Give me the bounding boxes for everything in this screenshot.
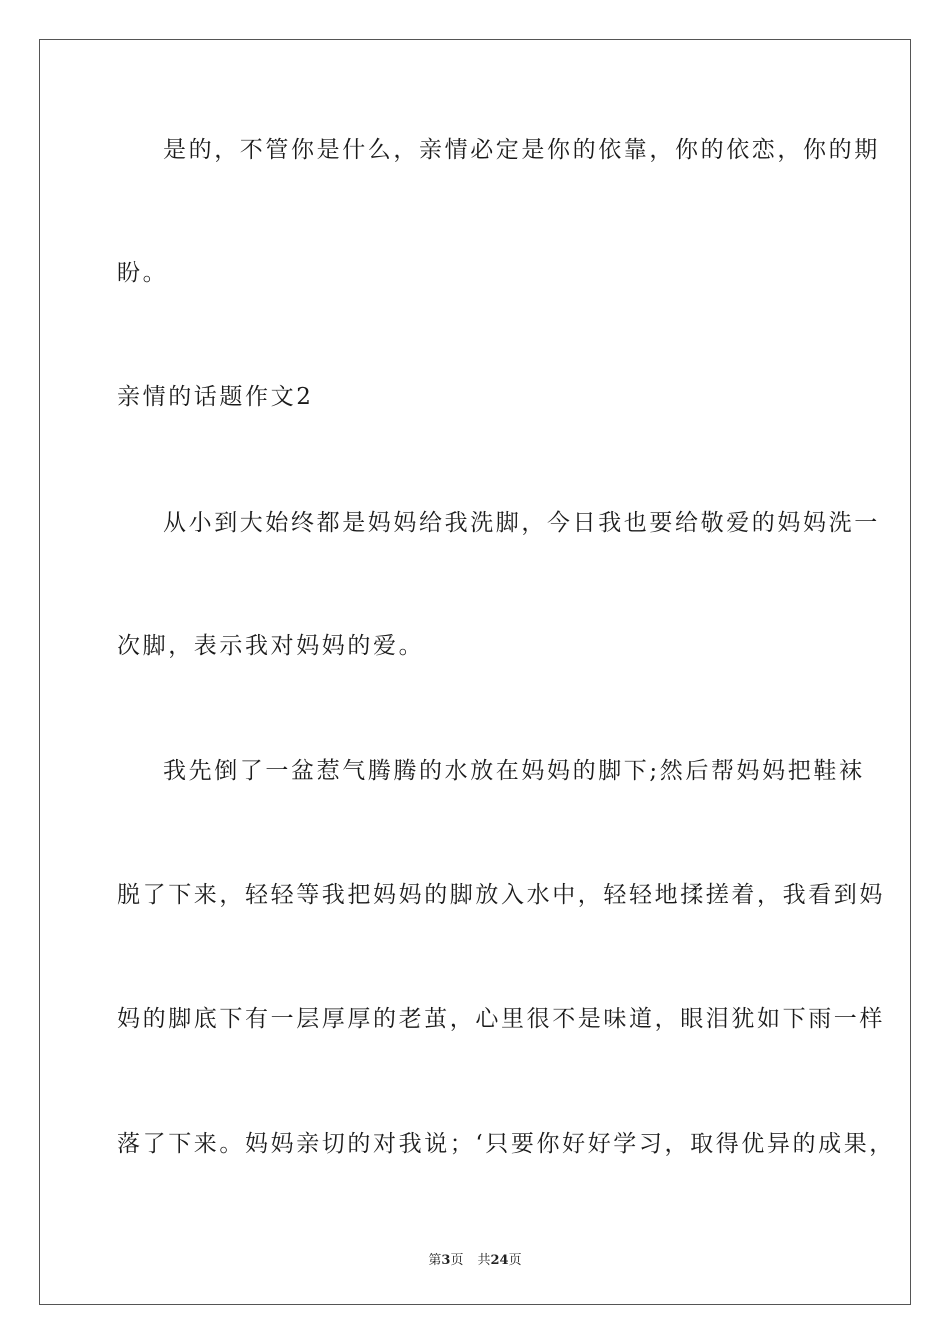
paragraph-3-line-3: 妈的脚底下有一层厚厚的老茧，心里很不是味道，眼泪犹如下雨一样 bbox=[117, 1006, 885, 1032]
section-heading: 亲情的话题作文2 bbox=[117, 384, 314, 410]
page-prefix: 第 bbox=[428, 1253, 442, 1268]
total-pages: 24 bbox=[490, 1253, 509, 1268]
page-suffix: 页 bbox=[450, 1253, 464, 1268]
page-footer bbox=[0, 1249, 950, 1268]
page-number: 3 bbox=[441, 1253, 451, 1268]
total-suffix: 页 bbox=[508, 1253, 522, 1268]
paragraph-1-line-2: 盼。 bbox=[117, 260, 169, 286]
page-frame bbox=[39, 39, 911, 1305]
paragraph-3-line-2: 脱了下来，轻轻等我把妈妈的脚放入水中，轻轻地揉搓着，我看到妈 bbox=[117, 882, 885, 908]
total-prefix: 共 bbox=[477, 1253, 491, 1268]
paragraph-2-line-2: 次脚，表示我对妈妈的爱。 bbox=[117, 633, 425, 659]
paragraph-2-line-1: 从小到大始终都是妈妈给我洗脚，今日我也要给敬爱的妈妈洗一 bbox=[163, 510, 880, 536]
paragraph-3-line-1: 我先倒了一盆惹气腾腾的水放在妈妈的脚下;然后帮妈妈把鞋袜 bbox=[163, 758, 865, 784]
paragraph-3-line-4: 落了下来。妈妈亲切的对我说；‘只要你好好学习，取得优异的成果， bbox=[117, 1131, 895, 1157]
paragraph-1-line-1: 是的，不管你是什么，亲情必定是你的依靠，你的依恋，你的期 bbox=[163, 137, 880, 163]
